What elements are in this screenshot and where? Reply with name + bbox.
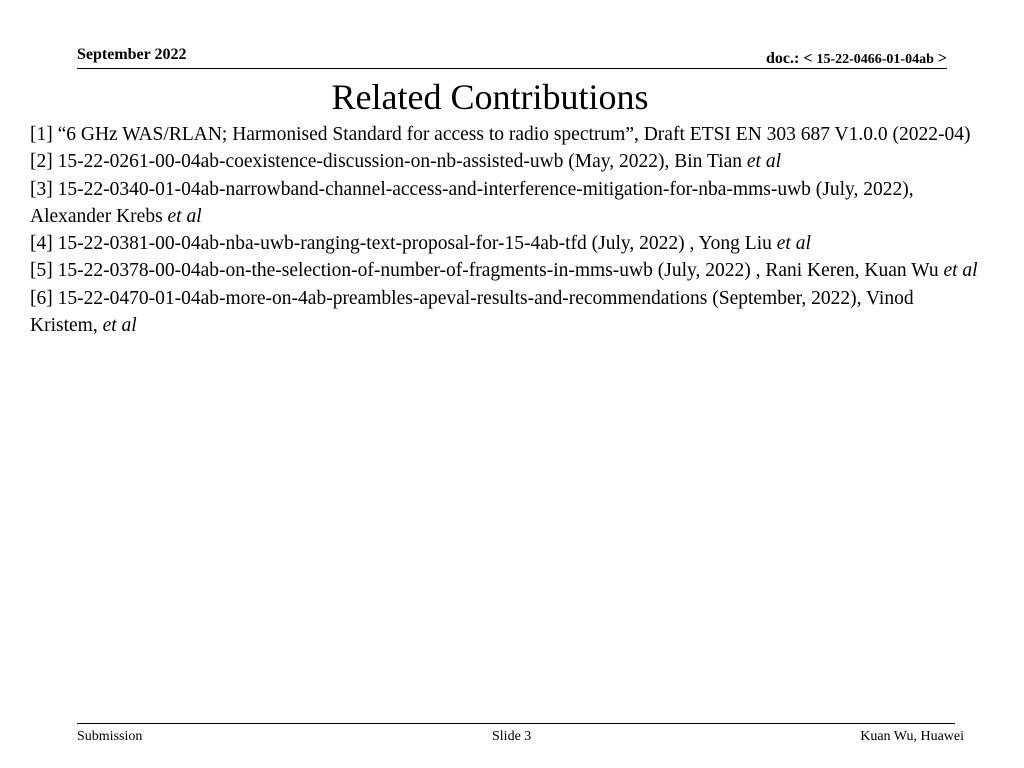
- reference-et-al: et al: [167, 205, 202, 227]
- header-doc-prefix: doc.: <: [765, 50, 813, 67]
- reference-et-al: et al: [102, 315, 137, 337]
- reference-list: [30, 121, 985, 339]
- reference-item: [30, 121, 985, 148]
- reference-text: [6] 15-22-0470-01-04ab-more-on-4ab-preambles-apeval-results-and-recommendations (September, 2022), Vinod Kristem,: [30, 287, 914, 337]
- reference-item: [30, 148, 985, 175]
- reference-text: [3] 15-22-0340-01-04ab-narrowband-channel-access-and-interference-mitigation-for-nba-mms-uwb (July, 2022), Alexander Krebs: [30, 178, 914, 227]
- reference-item: [30, 285, 985, 340]
- header-doc-id: [766, 49, 947, 70]
- reference-text: [5] 15-22-0378-00-04ab-on-the-selection-of-number-of-fragments-in-mms-uwb (July, 2022) , Rani Keren, Kuan Wu: [30, 260, 944, 282]
- header-doc-number: 15-22-0466-01-04ab: [816, 52, 934, 67]
- reference-et-al: et al: [776, 233, 811, 255]
- footer-author: Kuan Wu, Huawei: [860, 729, 964, 744]
- reference-text: [1] “6 GHz WAS/RLAN; Harmonised Standard for access to radio spectrum”, Draft ETSI EN 303 687 V1.0.0 (2022-04): [30, 124, 971, 145]
- header-doc-suffix: >: [937, 50, 947, 67]
- reference-item: [30, 230, 985, 257]
- header-date: September 2022: [77, 46, 187, 63]
- reference-et-al: et al: [943, 260, 978, 282]
- footer-submission: Submission: [77, 729, 143, 744]
- reference-et-al: et al: [746, 151, 781, 173]
- header-rule: [77, 68, 947, 69]
- footer-rule: [77, 723, 955, 724]
- reference-item: [30, 176, 985, 231]
- reference-item: [30, 257, 985, 284]
- reference-text: [4] 15-22-0381-00-04ab-nba-uwb-ranging-text-proposal-for-15-4ab-tfd (July, 2022) , Yong Liu: [30, 233, 777, 255]
- reference-text: [2] 15-22-0261-00-04ab-coexistence-discussion-on-nb-assisted-uwb (May, 2022), Bin Tian: [30, 151, 747, 173]
- slide-title: Related Contributions: [331, 77, 649, 117]
- footer-slide-number: Slide 3: [492, 729, 532, 744]
